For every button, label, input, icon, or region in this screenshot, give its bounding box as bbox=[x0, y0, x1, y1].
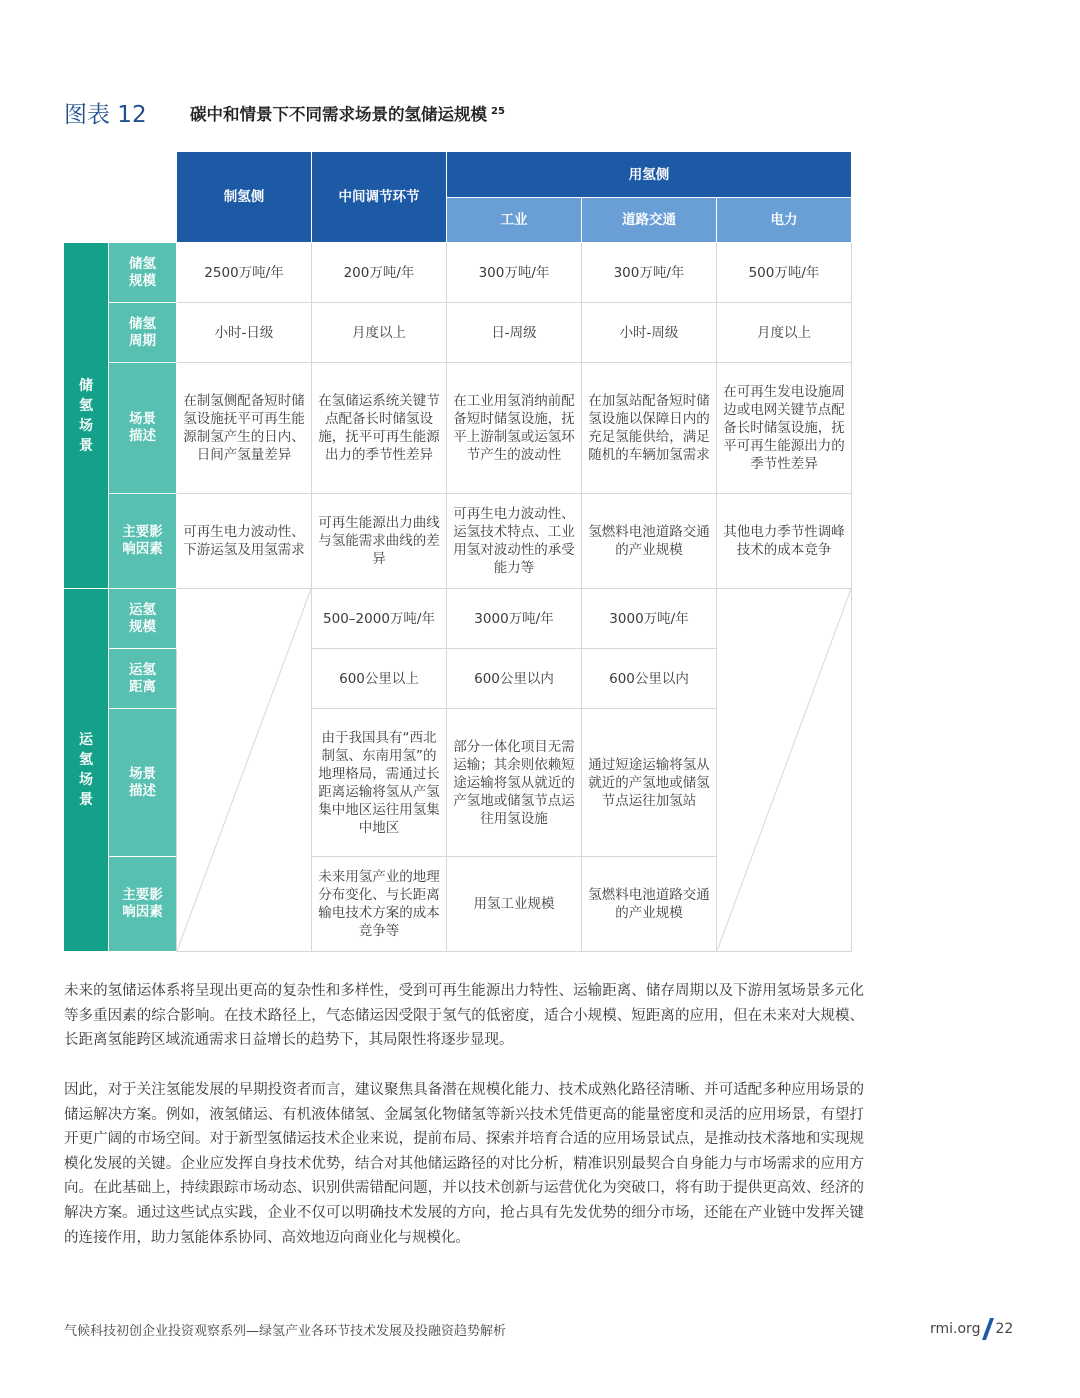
table-cell: 氢燃料电池道路交通的产业规模 bbox=[582, 857, 717, 952]
table-cell: 500–2000万吨/年 bbox=[312, 589, 447, 649]
row-label-storage-factors: 主要影响因素 bbox=[109, 494, 177, 589]
hydrogen-storage-table bbox=[63, 151, 852, 952]
header-industry: 工业 bbox=[447, 198, 582, 243]
table-cell: 600公里以内 bbox=[582, 649, 717, 709]
row-label-transport-description: 场景描述 bbox=[109, 709, 177, 857]
group-storage-scenario: 储氢场景 bbox=[64, 243, 109, 589]
table-cell: 2500万吨/年 bbox=[177, 243, 312, 303]
row-label-storage-description: 场景描述 bbox=[109, 363, 177, 494]
body-paragraph-1: 未来的氢储运体系将呈现出更高的复杂性和多样性，受到可再生能源出力特性、运输距离、储存周期以及下游用氢场景多元化等多重因素的综合影响。在技术路径上，气态储运因受限于氢气的低密度，适合小规模、短距离的应用，但在未来对大规模、长距离氢能跨区域流通需求日益增长的趋势下，其局限性将逐步显现。 bbox=[64, 983, 864, 1049]
body-paragraph-2: 因此，对于关注氢能发展的早期投资者而言，建议聚焦具备潜在规模化能力、技术成熟化路径清晰、并可适配多种应用场景的储运解决方案。例如，液氢储运、有机液体储氢、金属氢化物储氢等新兴技术凭借更高的能量密度和灵活的应用场景，有望打开更广阔的市场空间。对于新型氢储运技术企业来说，提前布局、探索并培育合适的应用场景试点，是推动技术落地和实现规模化发展的关键。企业应发挥自身技术优势，结合对其他储运路径的对比分析，精准识别最契合自身能力与市场需求的应用方向。在此基础上，持续跟踪市场动态、识别供需错配问题，并以技术创新与运营优化为突破口，将有助于提供更高效、经济的解决方案。通过这些试点实践，企业不仅可以明确技术发展的方向，抢占具有先发优势的细分市场，还能在产业链中发挥关键的连接作用，助力氢能体系协同、高效地迈向商业化与规模化。 bbox=[64, 1082, 864, 1246]
row-label-transport-scale: 运氢规模 bbox=[109, 589, 177, 649]
header-transport: 道路交通 bbox=[582, 198, 717, 243]
header-demand: 用氢侧 bbox=[447, 152, 852, 198]
footer-page-info bbox=[930, 1318, 1013, 1340]
group-transport-scenario: 运氢场景 bbox=[64, 589, 109, 952]
table-cell: 600公里以内 bbox=[447, 649, 582, 709]
footnote-ref: 25 bbox=[491, 105, 505, 117]
table-cell: 小时-周级 bbox=[582, 303, 717, 363]
row-label-storage-period: 储氢周期 bbox=[109, 303, 177, 363]
table-cell: 在制氢侧配备短时储氢设施抚平可再生能源制氢产生的日内、日间产氢量差异 bbox=[177, 363, 312, 494]
table-cell: 300万吨/年 bbox=[447, 243, 582, 303]
header-production: 制氢侧 bbox=[177, 152, 312, 243]
table-cell: 500万吨/年 bbox=[717, 243, 852, 303]
table-cell: 月度以上 bbox=[717, 303, 852, 363]
table-cell: 3000万吨/年 bbox=[582, 589, 717, 649]
header-power: 电力 bbox=[717, 198, 852, 243]
table-cell: 月度以上 bbox=[312, 303, 447, 363]
table-cell: 通过短途运输将氢从就近的产氢地或储氢节点运往加氢站 bbox=[582, 709, 717, 857]
corner-blank bbox=[64, 152, 177, 243]
empty-diagonal-cell-power bbox=[717, 589, 852, 952]
page-number: 22 bbox=[995, 1321, 1014, 1337]
table-cell: 其他电力季节性调峰技术的成本竞争 bbox=[717, 494, 852, 589]
footer-site-link[interactable]: rmi.org bbox=[930, 1321, 981, 1337]
table-cell: 可再生电力波动性、运氢技术特点、工业用氢对波动性的承受能力等 bbox=[447, 494, 582, 589]
table-cell: 200万吨/年 bbox=[312, 243, 447, 303]
table-cell: 可再生能源出力曲线与氢能需求曲线的差异 bbox=[312, 494, 447, 589]
header-midstream: 中间调节环节 bbox=[312, 152, 447, 243]
table-cell: 600公里以上 bbox=[312, 649, 447, 709]
table-cell: 在工业用氢消纳前配备短时储氢设施，抚平上游制氢或运氢环节产生的波动性 bbox=[447, 363, 582, 494]
table-cell: 小时-日级 bbox=[177, 303, 312, 363]
table-cell: 300万吨/年 bbox=[582, 243, 717, 303]
table-cell: 在氢储运系统关键节点配备长时储氢设施，抚平可再生能源出力的季节性差异 bbox=[312, 363, 447, 494]
footer-series-title: 气候科技初创企业投资观察系列—绿氢产业各环节技术发展及投融资趋势解析 bbox=[64, 1324, 507, 1339]
figure-label: 图表 12 bbox=[64, 102, 147, 128]
empty-diagonal-cell-production bbox=[177, 589, 312, 952]
table-cell: 部分一体化项目无需运输；其余则依赖短途运输将氢从就近的产氢地或储氢节点运往用氢设施 bbox=[447, 709, 582, 857]
table-cell: 氢燃料电池道路交通的产业规模 bbox=[582, 494, 717, 589]
row-label-transport-distance: 运氢距离 bbox=[109, 649, 177, 709]
table-cell: 用氢工业规模 bbox=[447, 857, 582, 952]
table-cell: 在加氢站配备短时储氢设施以保障日内的充足氢能供给，满足随机的车辆加氢需求 bbox=[582, 363, 717, 494]
table-cell: 在可再生发电设施周边或电网关键节点配备长时储氢设施，抚平可再生能源出力的季节性差异 bbox=[717, 363, 852, 494]
row-label-transport-factors: 主要影响因素 bbox=[109, 857, 177, 952]
figure-title: 碳中和情景下不同需求场景的氢储运规模 $^{25}$ bbox=[190, 105, 505, 124]
table-cell: 可再生电力波动性、下游运氢及用氢需求 bbox=[177, 494, 312, 589]
table-cell: 由于我国具有“西北制氢、东南用氢”的地理格局，需通过长距离运输将氢从产氢集中地区运往用氢集中地区 bbox=[312, 709, 447, 857]
row-label-storage-scale: 储氢规模 bbox=[109, 243, 177, 303]
table-cell: 未来用氢产业的地理分布变化、与长距离输电技术方案的成本竞争等 bbox=[312, 857, 447, 952]
table-cell: 3000万吨/年 bbox=[447, 589, 582, 649]
table-cell: 日-周级 bbox=[447, 303, 582, 363]
slash-divider-icon bbox=[982, 1318, 994, 1340]
